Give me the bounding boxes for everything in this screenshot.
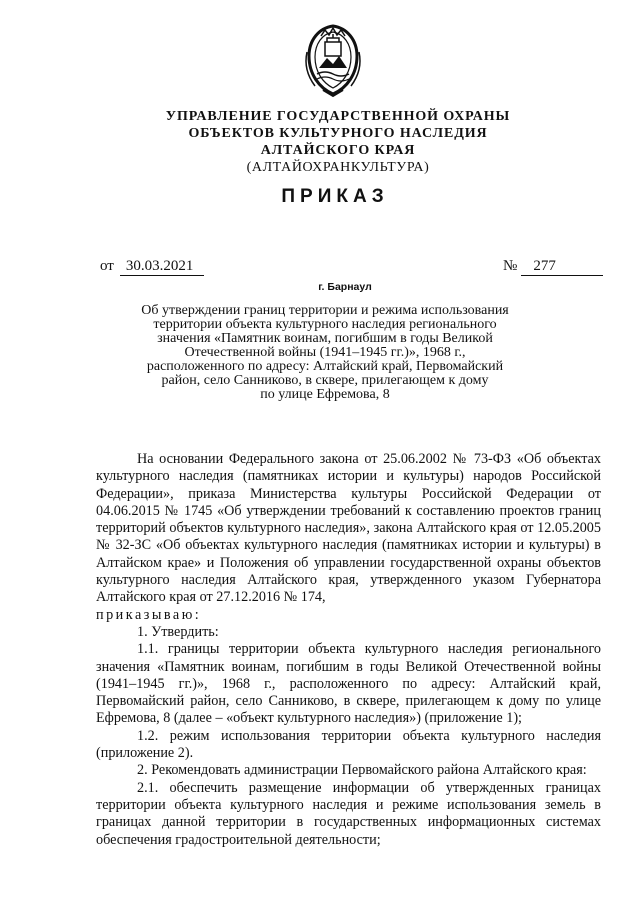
coat-of-arms-emblem	[301, 22, 365, 98]
subject-line: расположенного по адресу: Алтайский край, Первомайский	[146, 359, 504, 374]
org-name-line-2: ОБЪЕКТОВ КУЛЬТУРНОГО НАСЛЕДИЯ	[188, 126, 488, 141]
clause-1-2: 1.2. режим использования территории объекта культурного наследия (приложение 2).	[96, 727, 601, 762]
org-short-name: (АЛТАЙОХРАНКУЛЬТУРА)	[246, 160, 430, 175]
document-title: ПРИКАЗ	[281, 186, 389, 207]
subject-line: по улице Ефремова, 8	[260, 387, 390, 402]
issuer-header	[0, 108, 640, 176]
clause-2-1: 2.1. обеспечить размещение информации об утвержденных границах территории объекта культурного наследия и режиме использования земель в границах данной территории в государственных информационных системах обеспечения градостроительной деятельности;	[96, 779, 601, 848]
subject-line: район, село Санниково, в сквере, прилегающем к дому	[161, 373, 489, 388]
clause-1: 1. Утвердить:	[137, 623, 219, 640]
document-subject	[140, 304, 510, 402]
document-body	[96, 451, 601, 849]
preamble-text: На основании Федерального закона от 25.06.2002 № 73-ФЗ «Об объектах культурного наследия (памятниках истории и культуры) народов Российской Федерации», приказа Министерства культуры Российской Федерации от 04.06.2015 № 1745 «Об утверждении требований к составлению проектов границ территорий объектов культурного наследия», закона Алтайского края от 12.05.2005 № 32-ЗС «Об объектах культурного наследия (памятниках истории и культуры) в Алтайском крае» и Положения об управлении государственной охраны объектов культурного наследия Алтайского края, утвержденного указом Губернатора Алтайского края от 27.12.2016 № 174,	[96, 451, 601, 606]
date-prefix: от	[100, 258, 114, 274]
order-word: приказываю:	[96, 606, 202, 623]
number-prefix: №	[503, 258, 518, 274]
subject-line: значения «Памятник воинам, погибшим в годы Великой	[157, 331, 493, 346]
issue-city: г. Барнаул	[318, 281, 372, 293]
org-name-line-3: АЛТАЙСКОГО КРАЯ	[260, 143, 416, 158]
subject-line: Об утверждении границ территории и режима использования	[141, 303, 509, 318]
subject-line: территории объекта культурного наследия регионального	[153, 317, 497, 332]
date-value: 30.03.2021	[120, 258, 204, 276]
preamble-paragraph	[96, 451, 601, 624]
number-value: 277	[521, 258, 603, 276]
clause-1-1: 1.1. границы территории объекта культурного наследия регионального значения «Памятник воинам, погибшим в годы Великой Отечественной войны (1941–1945 гг.)», 1968 г., расположенного по адресу: Алтайский край, Первомайский район, село Санниково, в сквере, прилегающем к дому по улице Ефремова, 8 (далее – «объект культурного наследия») (приложение 1);	[96, 641, 601, 727]
date-field	[100, 258, 204, 276]
number-field	[503, 258, 603, 276]
subject-line: Отечественной войны (1941–1945 гг.)», 1968 г.,	[184, 345, 466, 360]
clause-2: 2. Рекомендовать администрации Первомайского района Алтайского края:	[137, 762, 587, 779]
org-name-line-1: УПРАВЛЕНИЕ ГОСУДАРСТВЕННОЙ ОХРАНЫ	[165, 109, 511, 124]
